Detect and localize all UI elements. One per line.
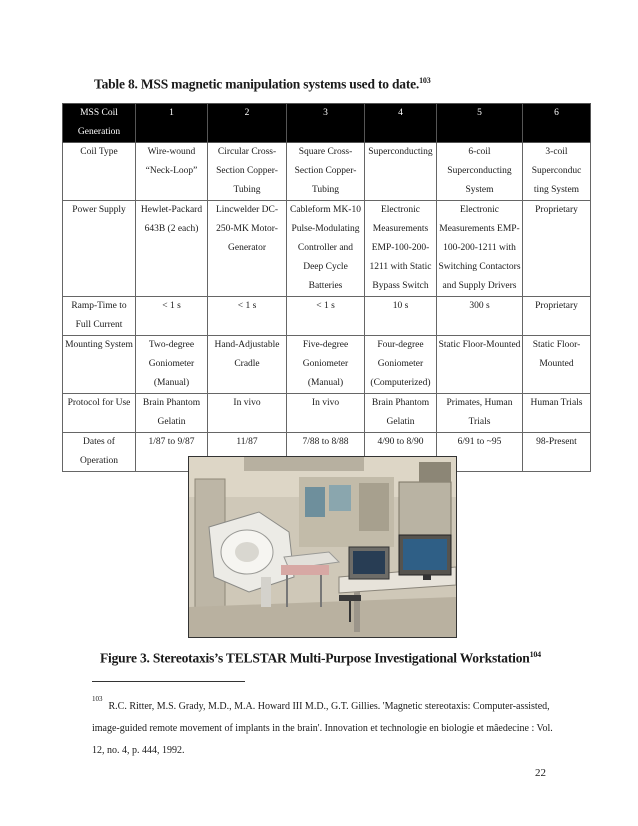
table-cell: 6-coil Superconducting System — [437, 143, 523, 201]
table-cell: Brain Phantom Gelatin — [365, 394, 437, 433]
table-cell: < 1 s — [287, 297, 365, 336]
table-row — [63, 394, 591, 433]
header-cell-generation: 1 — [136, 104, 208, 143]
table-header-row — [63, 104, 591, 143]
row-label: Coil Type — [63, 143, 136, 201]
page-number: 22 — [535, 767, 546, 779]
table-cell: < 1 s — [136, 297, 208, 336]
table-cell: Hand-Adjustable Cradle — [208, 336, 287, 394]
table-row — [63, 297, 591, 336]
footnote-text: R.C. Ritter, M.S. Grady, M.D., M.A. Howard III M.D., G.T. Gillies. 'Magnetic stereotaxis: Computer-assisted, image-guided remote movement of implants in the brain'. Innovation et technologie en biologie et mâedecine : Vol. 12, no. 4, p. 444, 1992. — [92, 701, 553, 756]
header-cell-generation: 4 — [365, 104, 437, 143]
header-cell-generation: 6 — [523, 104, 591, 143]
mss-systems-table — [62, 103, 591, 472]
table-cell: Cableform MK-10 Pulse-Modulating Controller and Deep Cycle Batteries — [287, 201, 365, 297]
table-cell: Wire-wound “Neck-Loop” — [136, 143, 208, 201]
table-cell: Five-degree Goniometer (Manual) — [287, 336, 365, 394]
telstar-workstation-photo — [188, 456, 457, 638]
table-cell: 3-coil Superconduc ting System — [523, 143, 591, 201]
table-cell: Static Floor-Mounted — [437, 336, 523, 394]
header-cell-label: MSS Coil Generation — [63, 104, 136, 143]
table-cell: 6/91 to ~95 — [437, 433, 523, 472]
figure-caption-ref: 104 — [529, 650, 541, 659]
row-label: Mounting System — [63, 336, 136, 394]
table-cell: Superconducting — [365, 143, 437, 201]
footnote-ref: 103 — [92, 695, 103, 703]
footnote — [92, 688, 562, 762]
row-label: Power Supply — [63, 201, 136, 297]
table-cell: Hewlet-Packard 643B (2 each) — [136, 201, 208, 297]
row-label: Protocol for Use — [63, 394, 136, 433]
table-cell: Circular Cross-Section Copper-Tubing — [208, 143, 287, 201]
footnote-divider — [92, 681, 245, 682]
table-cell: In vivo — [208, 394, 287, 433]
table-row — [63, 336, 591, 394]
table-cell: 98-Present — [523, 433, 591, 472]
table-cell: Lincwelder DC-250-MK Motor-Generator — [208, 201, 287, 297]
table-cell: Human Trials — [523, 394, 591, 433]
table-cell: Electronic Measurements EMP-100-200-1211 with Switching Contactors and Supply Drivers — [437, 201, 523, 297]
table-caption — [94, 76, 431, 93]
table-cell: Two-degree Goniometer (Manual) — [136, 336, 208, 394]
table-cell: 7/88 to 8/88 — [287, 433, 365, 472]
row-label: Ramp-Time to Full Current — [63, 297, 136, 336]
table-cell: Primates, Human Trials — [437, 394, 523, 433]
table-cell: 1/87 to 9/87 — [136, 433, 208, 472]
table-cell: Brain Phantom Gelatin — [136, 394, 208, 433]
figure-caption — [100, 650, 541, 667]
header-cell-generation: 3 — [287, 104, 365, 143]
table-cell: Static Floor-Mounted — [523, 336, 591, 394]
table-cell: 10 s — [365, 297, 437, 336]
table-cell: Proprietary — [523, 297, 591, 336]
table-cell: Square Cross-Section Copper-Tubing — [287, 143, 365, 201]
table-cell: In vivo — [287, 394, 365, 433]
table-cell: 4/90 to 8/90 — [365, 433, 437, 472]
table-cell: Four-degree Goniometer (Computerized) — [365, 336, 437, 394]
header-cell-generation: 2 — [208, 104, 287, 143]
table-cell: < 1 s — [208, 297, 287, 336]
table-caption-text: Table 8. MSS magnetic manipulation systems used to date. — [94, 76, 420, 92]
figure-caption-text: Figure 3. Stereotaxis’s TELSTAR Multi-Purpose Investigational Workstation — [100, 650, 530, 666]
table-cell: Proprietary — [523, 201, 591, 297]
table-cell: Electronic Measurements EMP-100-200-1211 with Static Bypass Switch — [365, 201, 437, 297]
table-caption-ref: 103 — [419, 76, 431, 85]
table-cell: 11/87 — [208, 433, 287, 472]
header-cell-generation: 5 — [437, 104, 523, 143]
table-cell: 300 s — [437, 297, 523, 336]
table-row — [63, 143, 591, 201]
row-label: Dates of Operation — [63, 433, 136, 472]
table-row — [63, 201, 591, 297]
